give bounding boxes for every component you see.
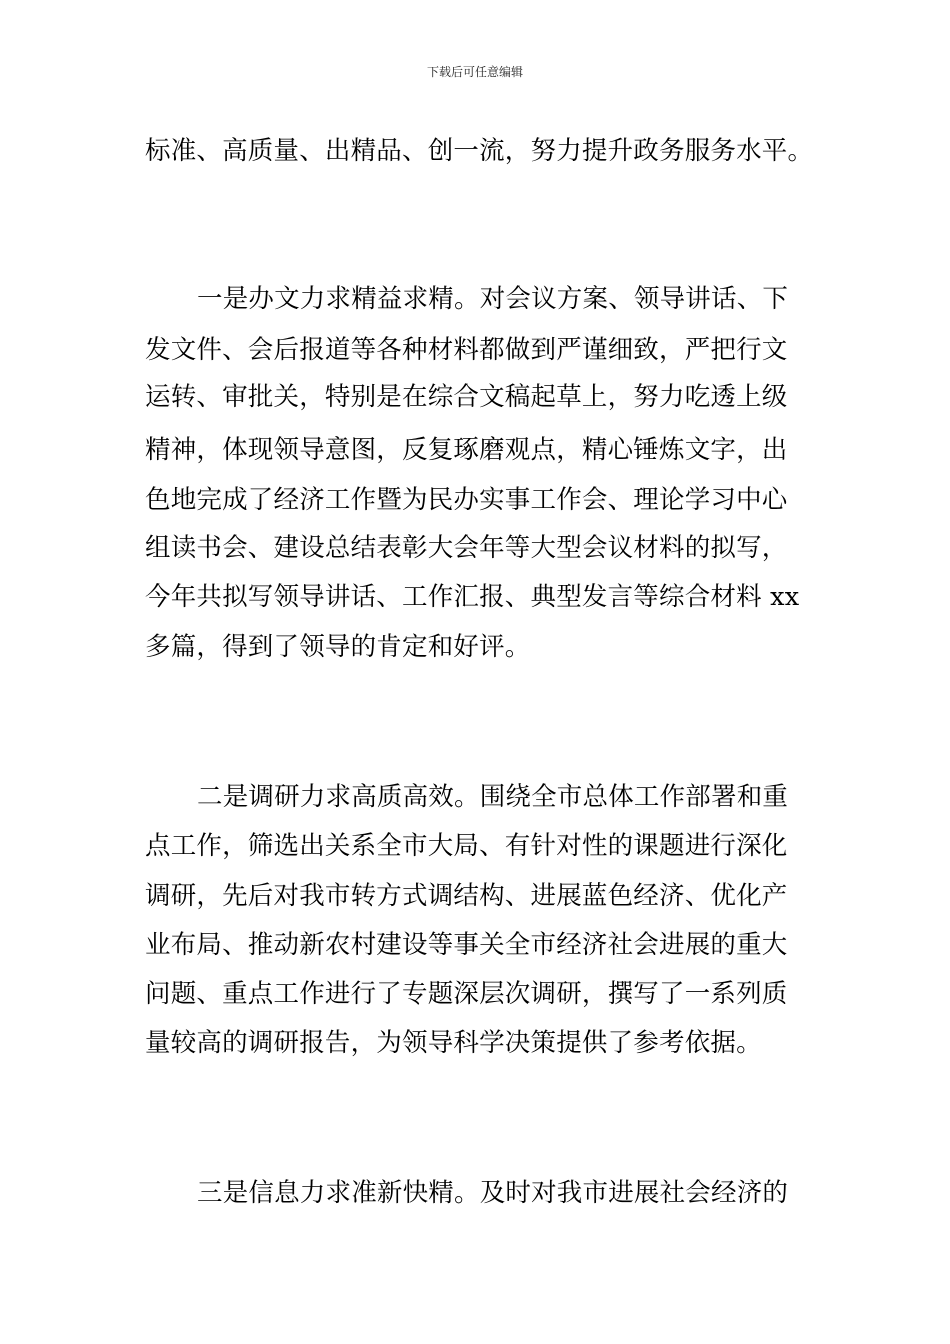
- text-line: 量较高的调研报告，为领导科学决策提供了参考依据。: [145, 1028, 762, 1058]
- paragraph-first-line: 三是信息力求准新快精。及时对我市进展社会经济的: [197, 1178, 789, 1208]
- text-line: 运转、审批关，特别是在综合文稿起草上，努力吃透上级: [145, 382, 788, 412]
- paragraph-first-line: 二是调研力求高质高效。围绕全市总体工作部署和重: [197, 782, 789, 812]
- page-header: 下载后可任意编辑: [426, 65, 523, 79]
- text-line: 调研，先后对我市转方式调结构、进展蓝色经济、优化产: [145, 881, 788, 911]
- text-line: 组读书会、建设总结表彰大会年等大型会议材料的拟写，: [145, 533, 788, 563]
- paragraph-first-line: 一是办文力求精益求精。对会议方案、领导讲话、下: [197, 284, 789, 314]
- text-line: 发文件、会后报道等各种材料都做到严谨细致，严把行文: [145, 335, 788, 365]
- text-line: 精神，体现领导意图，反复琢磨观点，精心锤炼文字，出: [145, 435, 788, 465]
- text-line: 业布局、推动新农村建设等事关全市经济社会进展的重大: [145, 930, 788, 960]
- text-line: 多篇，得到了领导的肯定和好评。: [145, 632, 531, 662]
- text-line: 点工作，筛选出关系全市大局、有针对性的课题进行深化: [145, 831, 788, 861]
- text-line: 色地完成了经济工作暨为民办实事工作会、理论学习中心: [145, 485, 788, 515]
- text-line: 今年共拟写领导讲话、工作汇报、典型发言等综合材料 xx: [145, 582, 800, 612]
- text-line: 问题、重点工作进行了专题深层次调研，撰写了一系列质: [145, 979, 788, 1009]
- text-line: 标准、高质量、出精品、创一流，努力提升政务服务水平。: [145, 136, 814, 166]
